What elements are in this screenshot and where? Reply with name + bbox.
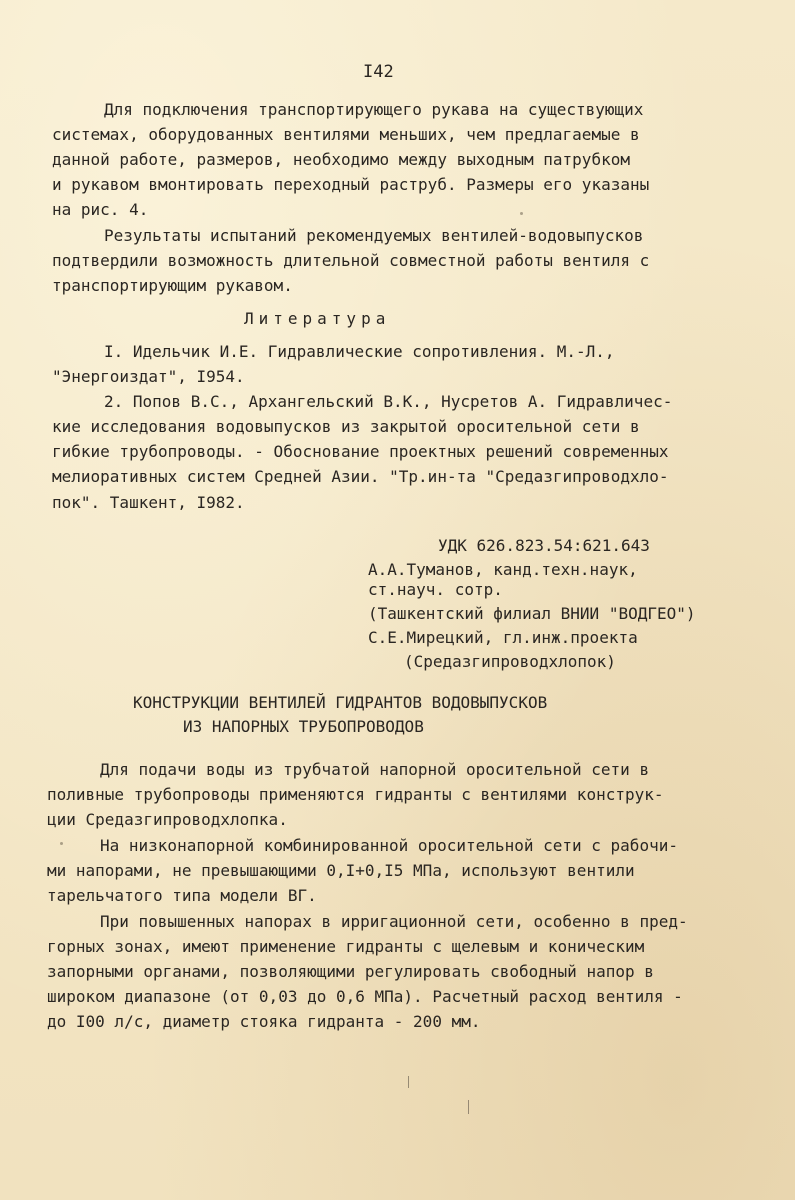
author-line: С.Е.Мирецкий, гл.инж.проекта — [368, 628, 638, 647]
paragraph-line: данной работе, размеров, необходимо между выходным патрубком — [52, 150, 630, 169]
author-line: А.А.Туманов, канд.техн.наук, — [368, 560, 638, 579]
reference-line: гибкие трубопроводы. - Обоснование проектных решений современных — [52, 442, 669, 461]
article-title: КОНСТРУКЦИИ ВЕНТИЛЕЙ ГИДРАНТОВ ВОДОВЫПУСКОВ — [133, 693, 548, 712]
paper-mark — [468, 1100, 469, 1114]
paragraph-line: Для подачи воды из трубчатой напорной оросительной сети в — [100, 760, 650, 779]
author-affiliation: (Ташкентский филиал ВНИИ "ВОДГЕО") — [368, 604, 696, 623]
paper-mark — [408, 1076, 409, 1088]
paragraph-line: поливные трубопроводы применяются гидранты с вентилями конструк- — [47, 785, 664, 804]
paragraph-line: широком диапазоне (от 0,03 до 0,6 МПа). Расчетный расход вентиля - — [47, 987, 683, 1006]
paper-speck — [60, 842, 63, 845]
paper-speck — [520, 212, 523, 215]
paragraph-line: ции Средазгипроводхлопка. — [47, 810, 288, 829]
article-title: ИЗ НАПОРНЫХ ТРУБОПРОВОДОВ — [183, 717, 424, 736]
paragraph-line: и рукавом вмонтировать переходный раструб. Размеры его указаны — [52, 175, 650, 194]
paragraph-line: На низконапорной комбинированной оросительной сети с рабочи- — [100, 836, 678, 855]
udk-code: УДК 626.823.54:621.643 — [438, 536, 650, 555]
paragraph-line: тарельчатого типа модели ВГ. — [47, 886, 317, 905]
paragraph-line: транспортирующим рукавом. — [52, 276, 293, 295]
reference-line: мелиоративных систем Средней Азии. "Тр.ин-та "Средазгипроводхло- — [52, 467, 669, 486]
paragraph-line: Результаты испытаний рекомендуемых вентилей-водовыпусков — [104, 226, 644, 245]
page-number: I42 — [363, 62, 394, 82]
author-line: ст.науч. сотр. — [368, 580, 503, 599]
paragraph-line: подтвердили возможность длительной совместной работы вентиля с — [52, 251, 650, 270]
literature-heading: Литература — [244, 309, 391, 328]
paragraph-line: Для подключения транспортирующего рукава на существующих — [104, 100, 644, 119]
paragraph-line: до I00 л/с, диаметр стояка гидранта - 200 мм. — [47, 1012, 481, 1031]
paragraph-line: системах, оборудованных вентилями меньших, чем предлагаемые в — [52, 125, 640, 144]
reference-line: I. Идельчик И.Е. Гидравлические сопротивления. М.-Л., — [104, 342, 615, 361]
paragraph-line: запорными органами, позволяющими регулировать свободный напор в — [47, 962, 654, 981]
reference-line: кие исследования водовыпусков из закрытой оросительной сети в — [52, 417, 640, 436]
reference-line: "Энергоиздат", I954. — [52, 367, 245, 386]
paragraph-line: на рис. 4. — [52, 200, 149, 219]
paragraph-line: ми напорами, не превышающими 0,I+0,I5 МПа, используют вентили — [47, 861, 635, 880]
reference-line: 2. Попов В.С., Архангельский В.К., Нусретов А. Гидравличес- — [104, 392, 673, 411]
paragraph-line: При повышенных напорах в ирригационной сети, особенно в пред- — [100, 912, 688, 931]
paragraph-line: горных зонах, имеют применение гидранты с щелевым и коническим — [47, 937, 645, 956]
reference-line: пок". Ташкент, I982. — [52, 493, 245, 512]
author-affiliation: (Средазгипроводхлопок) — [404, 652, 616, 671]
